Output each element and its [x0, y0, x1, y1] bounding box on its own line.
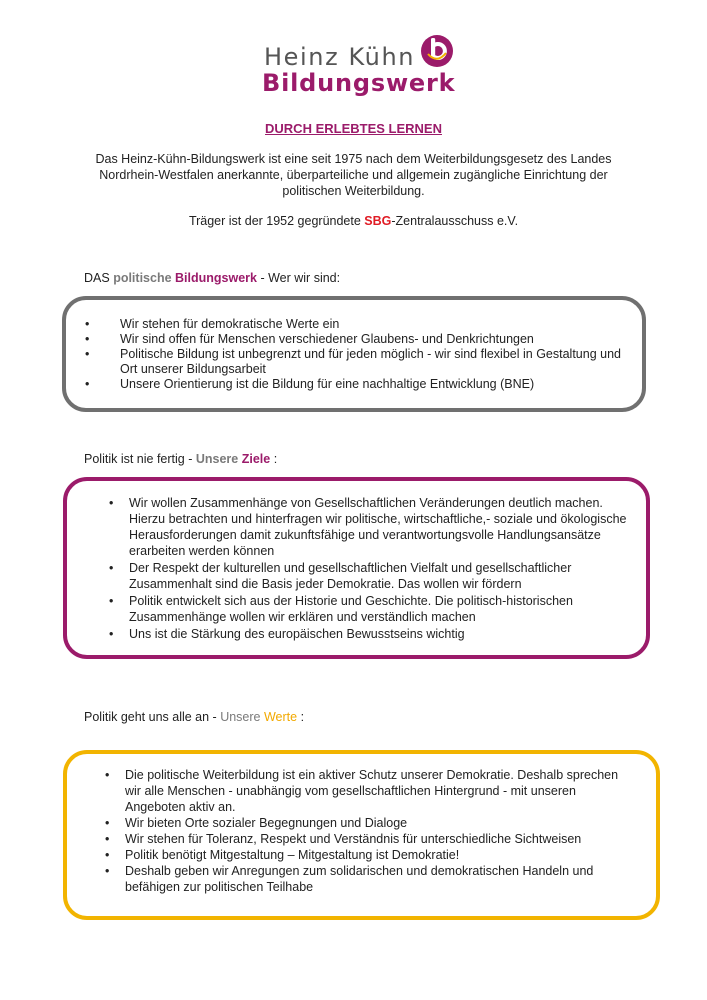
list-item-text: Wir wollen Zusammenhänge von Gesellschaftlichen Veränderungen deutlich machen. Hierzu betrachten und hinterfragen wir politische, wirtschaftliche,- soziale und ökologische Herausforderungen damit zukunftsfähige und verantwortungsvolle Handlungsansätze erarbeiten werden können	[129, 496, 627, 558]
list-item-text: Der Respekt der kulturellen und gesellschaftlichen Vielfalt und gesellschaftlicher Zusammenhalt sind die Basis jeder Demokratie. Das wollen wir fördern	[129, 561, 572, 591]
heading-gold-word: Werte	[263, 710, 298, 724]
list-item-text: Politische Bildung ist unbegrenzt und für jeden möglich - wir sind flexibel in Gestaltung und Ort unserer Bildungsarbeit	[120, 347, 621, 376]
list-item	[109, 593, 634, 625]
list-item	[105, 863, 630, 895]
list-item-text: Politik entwickelt sich aus der Historie und Geschichte. Die politisch-historischen Zusammenhänge wollen wir erklären und verständlich machen	[129, 594, 573, 624]
logo	[262, 34, 462, 98]
page-title: DURCH ERLEBTES LERNEN	[265, 121, 442, 136]
bullet-icon: •	[109, 594, 114, 608]
heading-purple-word: Ziele	[241, 452, 271, 466]
sbg-highlight: SBG	[364, 214, 392, 228]
values-list	[105, 767, 630, 895]
intro-paragraph: Das Heinz-Kühn-Bildungswerk ist eine seit 1975 nach dem Weiterbildungsgesetz des Landes Nordrhein-Westfalen anerkannte, überparteiliche und allgemein zugängliche Einrichtung der politischen Weiterbildung.	[95, 152, 612, 198]
list-item	[85, 332, 630, 347]
list-item-text: Unsere Orientierung ist die Bildung für eine nachhaltige Entwicklung (BNE)	[120, 377, 535, 391]
heading-text-end: :	[270, 452, 278, 466]
list-item-text: Wir bieten Orte sozialer Begegnungen und Dialoge	[125, 816, 408, 830]
logo-name-line: Heinz Kühn	[264, 43, 416, 71]
list-item	[85, 347, 630, 377]
heading-text-end: - Wer wir sind:	[256, 271, 341, 285]
list-item-text: Wir sind offen für Menschen verschiedener Glaubens- und Denkrichtungen	[120, 332, 534, 346]
list-item	[105, 847, 630, 863]
list-item-text: Uns ist die Stärkung des europäischen Bewusstseins wichtig	[129, 627, 465, 641]
bullet-icon: •	[85, 332, 90, 346]
section-heading-values	[84, 710, 304, 724]
bullet-icon: •	[109, 627, 114, 641]
bullet-icon: •	[85, 377, 90, 391]
heading-grey-word: politische	[113, 271, 172, 285]
who-we-are-list	[85, 317, 630, 392]
b-circle-logo-mark-icon	[420, 34, 454, 68]
list-item-text: Wir stehen für demokratische Werte ein	[120, 317, 340, 331]
list-item	[109, 626, 634, 642]
bullet-icon: •	[105, 832, 110, 846]
goals-list	[109, 495, 634, 643]
heading-text-end: :	[297, 710, 305, 724]
heading-grey-word: Unsere	[220, 710, 261, 724]
bullet-icon: •	[109, 561, 114, 575]
bullet-icon: •	[109, 496, 114, 510]
list-item-text: Wir stehen für Toleranz, Respekt und Verständnis für unterschiedliche Sichtweisen	[125, 832, 582, 846]
bullet-icon: •	[105, 816, 110, 830]
list-item-text: Deshalb geben wir Anregungen zum solidarischen und demokratischen Handeln und befähigen zur politischen Teilhabe	[125, 864, 594, 894]
traeger-prefix: Träger ist der 1952 gegründete	[188, 214, 365, 228]
bullet-icon: •	[85, 317, 90, 331]
list-item	[105, 767, 630, 815]
list-item-text: Die politische Weiterbildung ist ein aktiver Schutz unserer Demokratie. Deshalb sprechen wir alle Menschen - unabhängig vom gesellschaftlichen Hintergrund - mit unseren Angeboten aktiv an.	[125, 768, 619, 814]
bullet-icon: •	[105, 864, 110, 878]
list-item	[85, 317, 630, 332]
list-item	[105, 815, 630, 831]
section-heading-who-we-are	[84, 271, 340, 285]
list-item	[85, 377, 630, 392]
bullet-icon: •	[105, 848, 110, 862]
traeger-line	[0, 214, 707, 228]
section-heading-goals	[84, 452, 277, 466]
logo-org-line: Bildungswerk	[262, 69, 456, 97]
list-item-text: Politik benötigt Mitgestaltung – Mitgestaltung ist Demokratie!	[125, 848, 460, 862]
bullet-icon: •	[105, 768, 110, 782]
heading-text: Politik ist nie fertig -	[84, 452, 196, 466]
heading-text: Politik geht uns alle an -	[84, 710, 221, 724]
heading-grey-word: Unsere	[195, 452, 239, 466]
bullet-icon: •	[85, 347, 90, 361]
heading-text: DAS	[84, 271, 114, 285]
traeger-suffix: -Zentralausschuss e.V.	[391, 214, 519, 228]
list-item	[109, 560, 634, 592]
heading-purple-word: Bildungswerk	[175, 271, 257, 285]
list-item	[109, 495, 634, 559]
list-item	[105, 831, 630, 847]
